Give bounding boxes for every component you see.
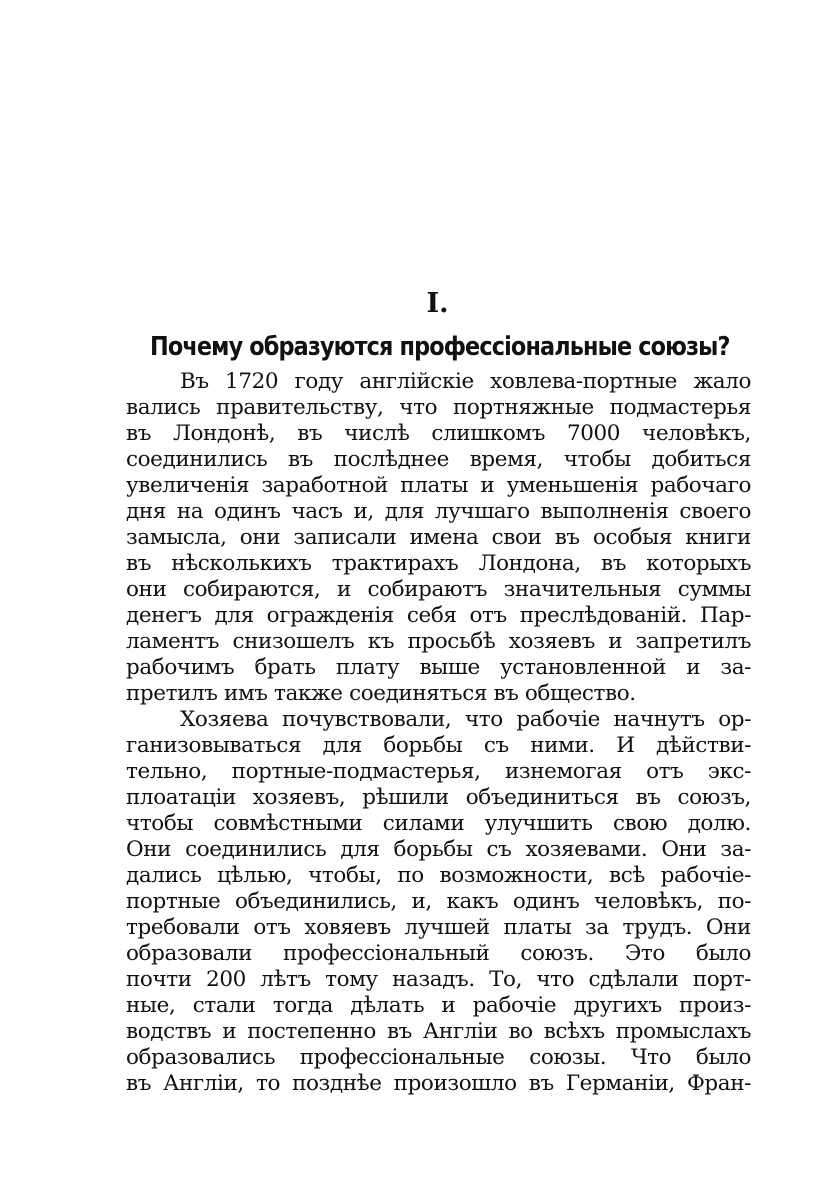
text-line: въ Англіи, то позднѣе произошло въ Германіи, Фран- [126,1071,751,1096]
text-line: вались правительству, что портняжные подмастерья [126,395,751,420]
text-line: они собираются, и собираютъ значительныя суммы [126,577,751,602]
body-text [126,369,751,1097]
text-line: водствъ и постепенно въ Англіи во всѣхъ промыслахъ [126,1019,751,1044]
text-line: плоатаціи хозяевъ, рѣшили объединиться въ союзъ, [126,785,751,810]
text-line: образовались профессіональные союзы. Что было [126,1045,751,1070]
text-line: почти 200 лѣтъ тому назадъ. То, что сдѣлали порт- [126,967,751,992]
text-line: претилъ имъ также соединяться въ общество. [126,681,636,706]
text-line: денегъ для огражденія себя отъ преслѣдованій. Пар- [126,603,751,628]
text-line: увеличенія заработной платы и уменьшенія рабочаго [126,473,751,498]
text-line: ные, стали тогда дѣлать и рабочіе другихъ произ- [126,993,751,1018]
text-line: замысла, они записали имена свои въ особыя книги [126,525,751,550]
text-line: дались цѣлью, чтобы, по возможности, всѣ рабочіе- [126,863,751,888]
text-line: рабочимъ брать плату выше установленной и за- [126,655,751,680]
text-line: дня на одинъ часъ и, для лучшаго выполненія своего [126,499,751,524]
text-line: Они соединились для борьбы съ хозяевами. Они за- [126,837,751,862]
text-line: ламентъ снизошелъ къ просьбѣ хозяевъ и запретилъ [126,629,751,654]
text-line: въ нѣсколькихъ трактирахъ Лондона, въ которыхъ [126,551,751,576]
text-line: въ Лондонѣ, въ числѣ слишкомъ 7000 человѣкъ, [126,421,751,446]
text-line: образовали профессіональный союзъ. Это было [126,941,751,966]
chapter-number: I. [426,288,449,319]
text-line: Хозяева почувствовали, что рабочіе начнутъ ор- [180,707,751,732]
text-line: соединились въ послѣднее время, чтобы добиться [126,447,751,472]
text-line: ганизовываться для борьбы съ ними. И дѣйстви- [126,733,751,758]
chapter-title: Почему образуются профессіональные союзы? [150,332,730,362]
text-line: портные объединились, и, какъ одинъ человѣкъ, по- [126,889,751,914]
text-line: Въ 1720 году англійскіе ховлева-портные жало [180,369,751,394]
text-line: требовали отъ ховяевъ лучшей платы за трудъ. Они [126,915,751,940]
text-line: чтобы совмѣстными силами улучшить свою долю. [126,811,751,836]
text-line: тельно, портные-подмастерья, изнемогая отъ экс- [126,759,751,784]
